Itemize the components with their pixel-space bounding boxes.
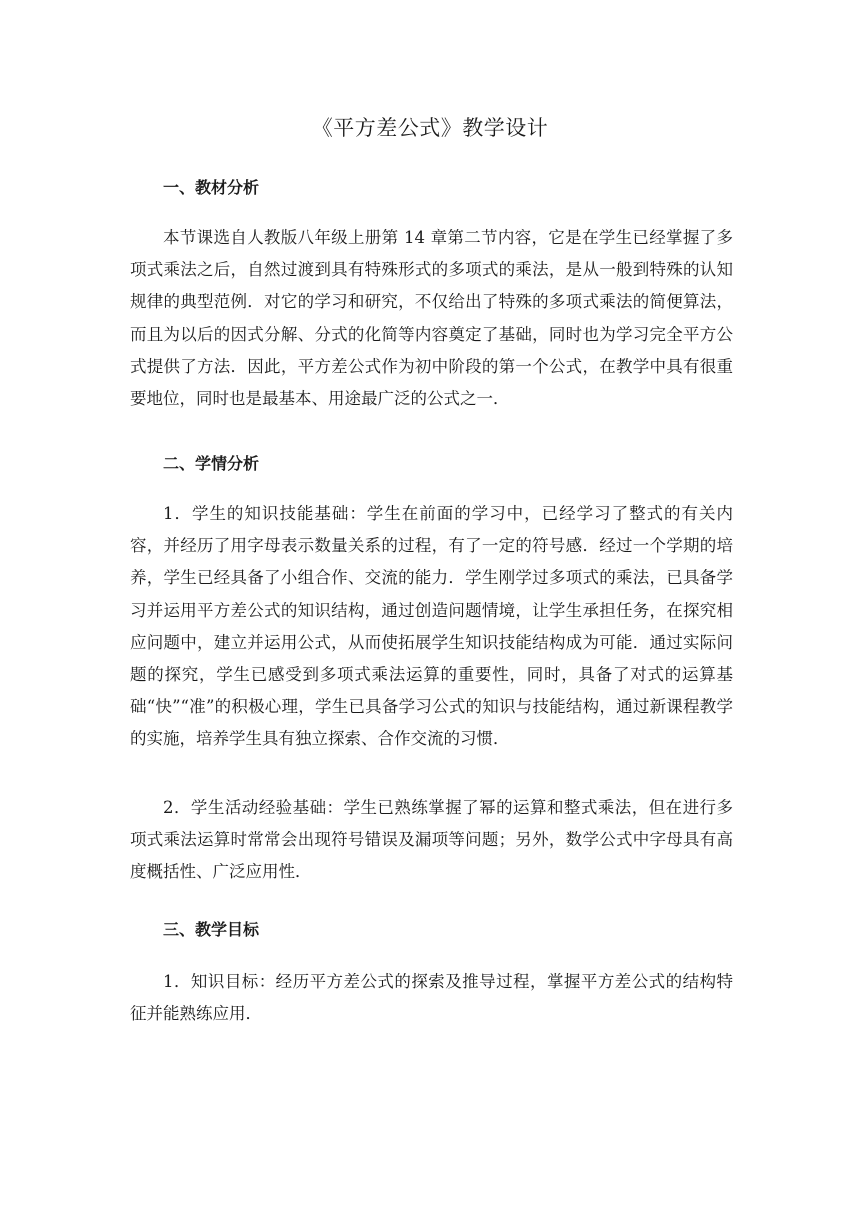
section-heading-student-analysis: 二、学情分析 — [163, 454, 260, 473]
paragraph-activity-experience-basis: 2．学生活动经验基础：学生已熟练掌握了幂的运算和整式乘法，但在进行多项式乘法运算时常常会出现符号错误及漏项等问题；另外，数学公式中字母具有高度概括性、广泛应用性． — [130, 798, 733, 882]
section-heading-teaching-objectives: 三、教学目标 — [163, 920, 260, 939]
paragraph-textbook-analysis: 本节课选自人教版八年级上册第 14 章第二节内容，它是在学生已经掌握了多项式乘法之后，自然过渡到具有特殊形式的多项式的乘法，是从一般到特殊的认知规律的典型范例．对它的学习和研究，不仅给出了特殊的多项式乘法的简便算法，而且为以后的因式分解、分式的化简等内容奠定了基础，同时也为学习完全平方公式提供了方法．因此，平方差公式作为初中阶段的第一个公式，在教学中具有很重要地位，同时也是最基本、用途最广泛的公式之一． — [130, 228, 733, 409]
section-heading-textbook-analysis: 一、教材分析 — [163, 178, 260, 197]
paragraph-knowledge-objective: 1．知识目标：经历平方差公式的探索及推导过程，掌握平方差公式的结构特征并能熟练应用． — [130, 972, 733, 1024]
document-title: 《平方差公式》教学设计 — [311, 116, 549, 140]
paragraph-knowledge-skills-basis: 1．学生的知识技能基础：学生在前面的学习中，已经学习了整式的有关内容，并经历了用字母表示数量关系的过程，有了一定的符号感．经过一个学期的培养，学生已经具备了小组合作、交流的能力．学生刚学过多项式的乘法，已具备学习并运用平方差公式的知识结构，通过创造问题情境，让学生承担任务，在探究相应问题中，建立并运用公式，从而使拓展学生知识技能结构成为可能．通过实际问题的探究，学生已感受到多项式乘法运算的重要性，同时，具备了对式的运算基础“快”“准”的积极心理，学生已具备学习公式的知识与技能结构，通过新课程教学的实施，培养学生具有独立探索、合作交流的习惯． — [130, 504, 733, 749]
